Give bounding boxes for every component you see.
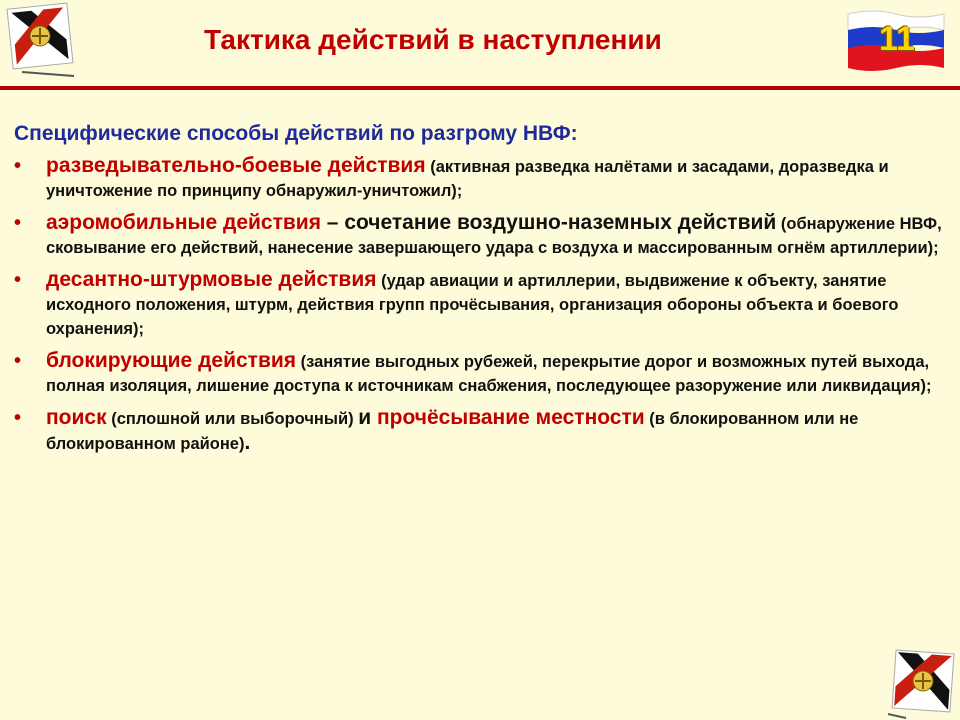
- page-number: 11: [879, 20, 915, 58]
- list-item: [14, 154, 944, 203]
- item-term: разведывательно-боевые действия: [46, 154, 426, 177]
- item-text: (обнаружение НВФ, сковывание его действий, нанесение завершающего удара с воздуха и массированным огнём артиллерии);: [46, 215, 942, 257]
- bullet-icon: •: [14, 155, 22, 177]
- item-connector: и: [358, 406, 372, 429]
- item-connector: – сочетание воздушно-наземных действий: [320, 211, 777, 234]
- header: [0, 0, 960, 86]
- item-text: (сплошной или выборочный): [106, 410, 359, 428]
- bullet-icon: •: [14, 269, 22, 291]
- page-title: Тактика действий в наступлении: [204, 24, 662, 55]
- item-term: аэромобильные действия: [46, 211, 321, 234]
- item-text: (удар авиации и артиллерии, выдвижение к объекту, занятие исходного положения, штурм, действия групп прочёсывания, организация обороны объекта и боевого охранения);: [46, 272, 899, 338]
- item-text-2: (в блокированном или не блокированном районе): [46, 410, 859, 453]
- item-term: десантно-штурмовые действия: [46, 268, 377, 291]
- bullet-icon: •: [14, 407, 22, 429]
- methods-list: [14, 154, 944, 456]
- bullet-icon: •: [14, 212, 22, 234]
- header-divider: [0, 86, 960, 90]
- item-end: .: [244, 431, 251, 454]
- item-text: (занятие выгодных рубежей, перекрытие дорог и возможных путей выхода, полная изоляция, лишение доступа к источникам снабжения, последующее разоружение или ликвидация);: [46, 353, 932, 395]
- list-item: [14, 211, 944, 260]
- emblem-icon: [886, 644, 960, 720]
- item-term-2: прочёсывание местности: [371, 406, 645, 429]
- emblem-icon: [2, 2, 78, 78]
- list-item: [14, 406, 944, 456]
- bullet-icon: •: [14, 350, 22, 372]
- main-content: [14, 122, 944, 464]
- item-term: блокирующие действия: [46, 349, 297, 372]
- list-item: [14, 268, 944, 341]
- item-text: (активная разведка налётами и засадами, доразведка и уничтожение по принципу обнаружил-уничтожил);: [46, 158, 889, 200]
- list-item: [14, 349, 944, 398]
- item-term: поиск: [46, 406, 107, 429]
- section-subtitle: Специфические способы действий по разгрому НВФ:: [14, 122, 578, 145]
